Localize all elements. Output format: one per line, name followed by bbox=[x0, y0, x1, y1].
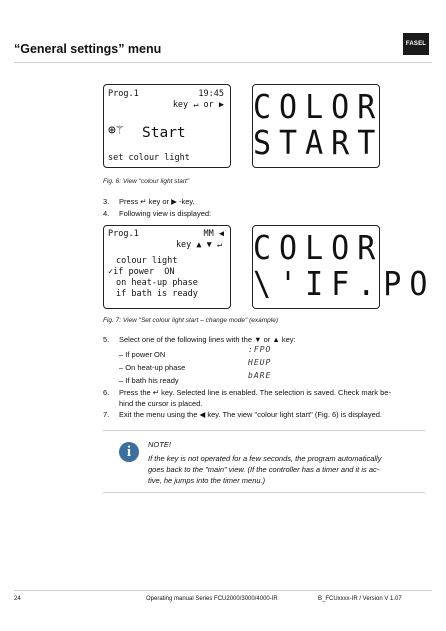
footer-divider bbox=[14, 590, 432, 591]
fig7-caption: Fig. 7: View "Set colour light start – change mode" (example) bbox=[103, 317, 279, 324]
lcd-option-heat-up: on heat-up phase bbox=[116, 278, 198, 288]
option-power-on-code: :FPO bbox=[248, 345, 272, 354]
info-icon: i bbox=[119, 442, 139, 462]
page-title: “General settings” menu bbox=[14, 42, 162, 56]
option-bath-ready-code: bARE bbox=[248, 371, 272, 380]
lcd-option-bath-ready: if bath is ready bbox=[116, 289, 198, 299]
lcd-clock: 19:45 bbox=[198, 89, 224, 99]
segment-display-fig7 bbox=[252, 225, 436, 309]
note-top-rule bbox=[103, 430, 425, 431]
lcd-display-fig6 bbox=[103, 84, 231, 168]
header-divider bbox=[14, 62, 432, 63]
step-7: 7. Exit the menu using the ◀ key. The view "colour light start" (Fig. 6) is displayed. bbox=[103, 410, 383, 419]
lcd-colour-light: colour light bbox=[116, 256, 178, 266]
step-6: 6. Press the ↵ key. Selected line is enabled. The selection is saved. Check mark be- hind the cursor is placed. bbox=[103, 388, 391, 408]
segment-display-fig6 bbox=[252, 84, 384, 168]
light-icon: ⊕⚚ bbox=[108, 123, 124, 138]
segment-line-2: \'IF.PO bbox=[253, 265, 436, 304]
segment-line-1: COLOR bbox=[253, 229, 384, 268]
lcd-key-hint: key ↵ or ▶ bbox=[172, 100, 224, 110]
note-bottom-rule bbox=[103, 492, 425, 493]
segment-line-1: COLOR bbox=[253, 88, 384, 127]
fasel-logo: FASEL bbox=[403, 33, 429, 55]
lcd-prog-label: Prog.1 bbox=[108, 89, 139, 99]
page-number: 24 bbox=[14, 596, 21, 602]
option-bath-ready: – If bath his ready bbox=[119, 376, 179, 385]
lcd-key-hint: key ▲ ▼ ↵ bbox=[175, 240, 222, 250]
option-heat-up-code: HEUP bbox=[248, 358, 272, 367]
lcd-option-power-on: ✓if power ON bbox=[108, 267, 175, 277]
note-text: If the key is not operated for a few seconds, the program automatically goes back to the "main" view. (If the controller has a timer and it is ac- tive, he jumps into the timer menu.) bbox=[148, 454, 382, 485]
segment-line-2: START bbox=[253, 124, 384, 163]
footer-version: B_FCUxxxx-IR / Version V 1.07 bbox=[318, 596, 402, 602]
fig6-caption: Fig. 6: View "colour light start" bbox=[103, 178, 190, 185]
lcd-prog-label: Prog.1 bbox=[108, 229, 139, 239]
lcd-display-fig7 bbox=[103, 225, 231, 309]
step-5: 5. Select one of the following lines with the ▼ or ▲ key: bbox=[103, 335, 296, 344]
lcd-mode-indicator: MM ◀ bbox=[203, 229, 224, 239]
lcd-start-label: Start bbox=[142, 125, 186, 141]
note-title: NOTE! bbox=[148, 440, 171, 449]
footer-manual-title: Operating manual Series FCU2000/3000/4000-IR bbox=[146, 596, 278, 602]
option-power-on: – If power ON bbox=[119, 350, 166, 359]
lcd-set-colour: set colour light bbox=[108, 153, 190, 163]
step-4: 4. Following view is displayed: bbox=[103, 209, 212, 218]
option-heat-up: – On heat-up phase bbox=[119, 363, 186, 372]
step-3: 3. Press ↵ key or ▶ -key. bbox=[103, 197, 195, 206]
